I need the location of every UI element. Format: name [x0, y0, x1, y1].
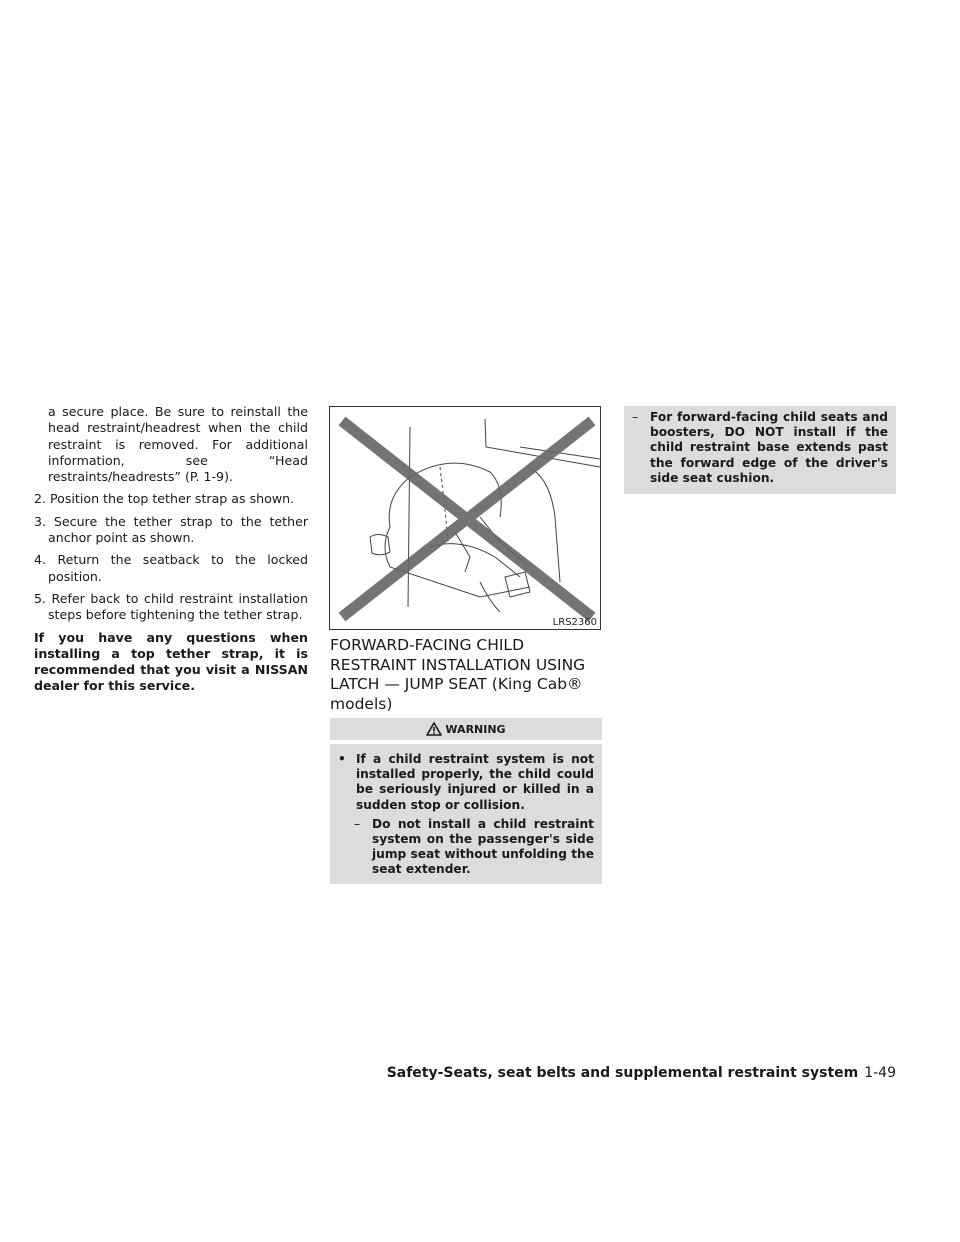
warning-item-text: Do not install a child restraint system on the passenger's side jump seat without unfolding the seat extender. [372, 816, 594, 877]
section-heading: FORWARD-FACING CHILD RESTRAINT INSTALLATION USING LATCH — JUMP SEAT (King Cab® models) [330, 636, 586, 713]
warning-item-2 [632, 410, 888, 486]
step-4: 4. Return the seatback to the locked position. [34, 552, 308, 584]
warning-continued-box [624, 406, 896, 494]
crossed-out-child-seat-illustration [330, 407, 600, 629]
step-5: 5. Refer back to child restraint installation steps before tightening the tether strap. [34, 590, 308, 623]
warning-item-1 [338, 817, 594, 878]
page-number: 1-49 [864, 1065, 896, 1081]
page-footer [387, 1065, 896, 1081]
warning-box [330, 718, 602, 884]
footer-section-title: Safety-Seats, seat belts and supplemental restraint system [386, 1065, 859, 1081]
warning-bullet [338, 752, 594, 813]
step-3: 3. Secure the tether strap to the tether anchor point as shown. [34, 513, 308, 546]
warning-triangle-icon [426, 722, 442, 736]
child-seat-figure [329, 406, 601, 630]
warning-body [330, 744, 602, 884]
warning-bullet-text: If a child restraint system is not installed properly, the child could be seriously injured or killed in a sudden stop or collision. [356, 752, 594, 812]
step-2: 2. Position the top tether strap as shown. [34, 491, 295, 507]
bullet-mark: • [338, 752, 346, 766]
dealer-note: If you have any questions when installing a top tether strap, it is recommended that you visit a NISSAN dealer for this service. [34, 629, 308, 694]
continued-paragraph: a secure place. Be sure to reinstall the head restraint/headrest when the child restraint is removed. For additional information, see “Head restraints/headrests” (P. 1-9). [48, 404, 308, 485]
warning-item-text: For forward-facing child seats and boosters, DO NOT install if the child restraint base extends past the forward edge of the driver's side seat cushion. [650, 410, 888, 485]
figure-code: LRS2360 [552, 617, 597, 628]
left-column [34, 404, 308, 695]
dash-mark: – [632, 410, 639, 424]
warning-title: WARNING [445, 722, 506, 736]
warning-header [330, 718, 602, 744]
dash-mark: – [354, 816, 361, 831]
